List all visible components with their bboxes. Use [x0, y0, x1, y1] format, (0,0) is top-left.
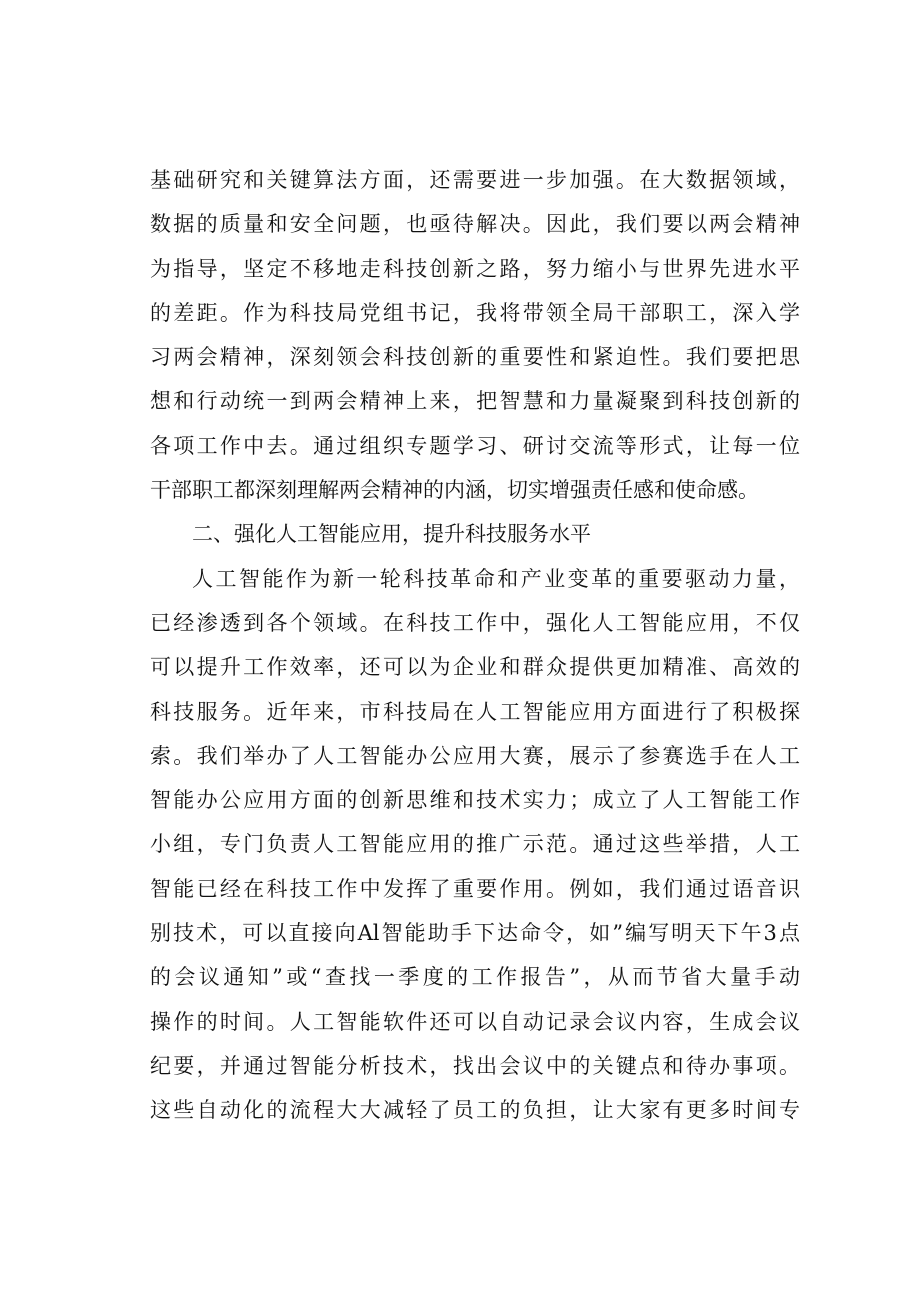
text-line: 人工智能作为新一轮科技革命和产业变革的重要驱动力量，: [192, 566, 800, 591]
paragraph-2: [150, 557, 800, 1133]
text-line: 纪要，并通过智能分析技术，找出会议中的关键点和待办事项。: [150, 1053, 800, 1078]
paragraph-1: [150, 158, 800, 512]
text-line: 的差距。作为科技局党组书记，我将带领全局干部职工，深入学: [150, 300, 800, 325]
text-line: 操作的时间。人工智能软件还可以自动记录会议内容，生成会议: [150, 1009, 800, 1034]
text-line: 的会议通知”或“查找一季度的工作报告”，从而节省大量手动: [150, 965, 800, 990]
text-line: 这些自动化的流程大大减轻了员工的负担，让大家有更多时间专: [150, 1098, 800, 1123]
text-line: 基础研究和关键算法方面，还需要进一步加强。在大数据领域，: [150, 168, 800, 192]
text-line: 数据的质量和安全问题，也亟待解决。因此，我们要以两会精神: [150, 212, 800, 237]
text-line: 索。我们举办了人工智能办公应用大赛，展示了参赛选手在人工: [150, 743, 800, 768]
text-line: 智能办公应用方面的创新思维和技术实力；成立了人工智能工作: [150, 788, 800, 813]
text-line: 想和行动统一到两会精神上来，把智慧和力量凝聚到科技创新的: [150, 389, 800, 414]
document-body: [150, 158, 800, 1133]
text-line: 干部职工都深刻理解两会精神的内涵，切实增强责任感和使命感。: [150, 478, 759, 503]
text-line: 已经渗透到各个领域。在科技工作中，强化人工智能应用，不仅: [150, 610, 800, 635]
text-line: 为指导，坚定不移地走科技创新之路，努力缩小与世界先进水平: [150, 256, 800, 281]
text-line: 可以提升工作效率，还可以为企业和群众提供更加精准、高效的: [150, 655, 800, 680]
text-line: 智能已经在科技工作中发挥了重要作用。例如，我们通过语音识: [150, 876, 800, 901]
text-line: 习两会精神，深刻领会科技创新的重要性和紧迫性。我们要把思: [150, 345, 800, 370]
text-line: 小组，专门负责人工智能应用的推广示范。通过这些举措，人工: [150, 832, 800, 857]
text-line: 各项工作中去。通过组织专题学习、研讨交流等形式，让每一位: [150, 433, 800, 458]
text-line: 科技服务。近年来，市科技局在人工智能应用方面进行了积极探: [150, 699, 800, 724]
text-line: 别技术，可以直接向Al智能助手下达命令，如”编写明天下午3点: [150, 921, 800, 946]
section-heading: 二、强化人工智能应用，提升科技服务水平: [192, 522, 591, 547]
